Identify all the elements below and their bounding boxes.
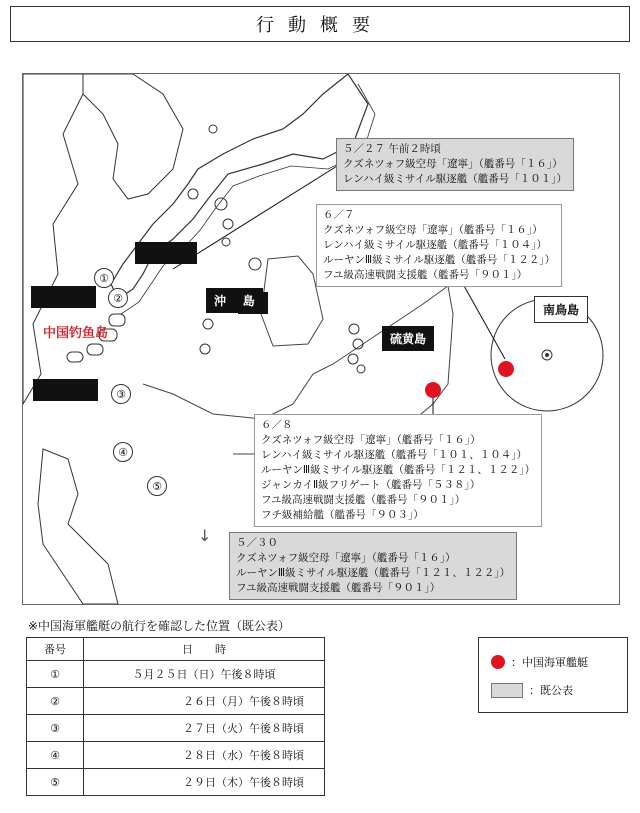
callout-0608-line-6: フユ級高速戦闘支援艦（艦番号「９０１」） bbox=[261, 494, 466, 506]
iwojima-islands bbox=[348, 324, 365, 373]
position-marker-4: ④ bbox=[113, 442, 133, 462]
position-marker-2: ② bbox=[108, 288, 128, 308]
legend-row-ship bbox=[491, 654, 588, 670]
okinotori-label-start: 沖 bbox=[214, 294, 227, 308]
row-no: ① bbox=[27, 661, 84, 688]
callout-0607-line-5: フユ級高速戦闘支援艦（艦番号「９０１」） bbox=[323, 269, 528, 281]
row-no: ③ bbox=[27, 715, 84, 742]
position-table bbox=[26, 637, 325, 796]
row-datetime: ２８日（水）午後８時頃 bbox=[84, 742, 325, 769]
iwojima-label: 硫黄島 bbox=[382, 326, 434, 351]
callout-0530-line-3: ルーヤンⅢ級ミサイル駆逐艦（艦番号「１２１、１２２」） bbox=[236, 567, 511, 579]
legend-row-published bbox=[491, 682, 573, 698]
row-datetime: ２７日（火）午後８時頃 bbox=[84, 715, 325, 742]
callout-0608-line-3: レンハイ級ミサイル駆逐艦（艦番号「１０１、１０４」） bbox=[261, 449, 528, 461]
row-no: ② bbox=[27, 688, 84, 715]
note-text: ※中国海軍艦艇の航行を確認した位置（既公表） bbox=[28, 619, 291, 633]
header-no: 番号 bbox=[27, 638, 84, 661]
table-row bbox=[27, 715, 325, 742]
row-datetime: ２９日（木）午後８時頃 bbox=[84, 769, 325, 796]
callout-0527-line-2: クズネツォフ級空母「遼寧」（艦番号「１６」） bbox=[343, 158, 563, 170]
page-title-text: 行動概要 bbox=[256, 15, 384, 36]
row-datetime: ２６日（月）午後８時頃 bbox=[84, 688, 325, 715]
okinotori-label-end: 島 bbox=[242, 294, 255, 308]
redaction-block-1 bbox=[135, 242, 197, 264]
legend bbox=[478, 637, 628, 713]
ship-marker-minamitorishima bbox=[498, 361, 514, 377]
okinotori-boundary bbox=[261, 256, 323, 346]
position-marker-5: ⑤ bbox=[147, 476, 167, 496]
position-marker-3: ③ bbox=[111, 384, 131, 404]
table-row bbox=[27, 769, 325, 796]
callout-0608-line-1: ６／８ bbox=[261, 419, 293, 431]
table-header-row bbox=[27, 638, 325, 661]
ship-marker-east-iwojima bbox=[425, 382, 441, 398]
callout-0527-line-3: レンハイ級ミサイル駆逐艦（艦番号「１０１」） bbox=[343, 173, 568, 185]
korean-peninsula-shape bbox=[83, 74, 183, 199]
legend-ship-label: ：中国海軍艦艇 bbox=[511, 656, 588, 669]
callout-0607-line-3: レンハイ級ミサイル駆逐艦（艦番号「１０４」） bbox=[323, 239, 548, 251]
callout-0527-line-1: ５／２７ 午前２時頃 bbox=[343, 143, 441, 155]
callout-0608-line-2: クズネツォフ級空母「遼寧」（艦番号「１６」） bbox=[261, 434, 481, 446]
table-row bbox=[27, 688, 325, 715]
okinotori-label bbox=[206, 288, 263, 313]
callout-0608-line-5: ジャンカイⅡ級フリゲート（艦番号「５３８」） bbox=[261, 479, 481, 491]
callout-0530-line-1: ５／３０ bbox=[236, 537, 278, 549]
row-no: ⑤ bbox=[27, 769, 84, 796]
callout-0607-line-2: クズネツォフ級空母「遼寧」（艦番号「１６」） bbox=[323, 224, 543, 236]
philippines-shape bbox=[38, 449, 118, 604]
izu-islands bbox=[200, 219, 261, 354]
position-marker-1: ① bbox=[94, 268, 114, 288]
redaction-block-2 bbox=[31, 286, 96, 308]
minamitorishima-label: 南鳥島 bbox=[534, 296, 588, 323]
arrow-down-icon: ↓ bbox=[198, 526, 212, 545]
table-row bbox=[27, 661, 325, 688]
callout-0608-line-7: フチ級補給艦（艦番号「９０３」） bbox=[261, 509, 424, 521]
row-datetime: ５月２５日（日）午後８時頃 bbox=[84, 661, 325, 688]
callout-0607-line-4: ルーヤンⅢ級ミサイル駆逐艦（艦番号「１２２」） bbox=[323, 254, 556, 266]
callout-0530 bbox=[229, 532, 517, 600]
callout-0530-line-2: クズネツォフ級空母「遼寧」（艦番号「１６」） bbox=[236, 552, 456, 564]
callout-0527 bbox=[336, 138, 574, 191]
china-coast-shape bbox=[23, 74, 83, 404]
row-no: ④ bbox=[27, 742, 84, 769]
callout-0608 bbox=[254, 414, 542, 527]
gray-box-icon bbox=[491, 683, 523, 698]
redaction-block-3 bbox=[33, 379, 98, 401]
diaoyu-label: 中国钓鱼岛 bbox=[43, 326, 109, 341]
red-dot-icon bbox=[491, 655, 505, 669]
legend-published-label: ：既公表 bbox=[529, 684, 573, 697]
callout-0607-line-1: ６／７ bbox=[323, 209, 355, 221]
header-datetime: 日 時 bbox=[84, 638, 325, 661]
callout-0607 bbox=[316, 204, 562, 287]
callout-0530-line-4: フユ級高速戦闘支援艦（艦番号「９０１」） bbox=[236, 582, 441, 594]
callout-0608-line-4: ルーヤンⅢ級ミサイル駆逐艦（艦番号「１２１、１２２」） bbox=[261, 464, 536, 476]
map bbox=[22, 73, 620, 605]
page-title bbox=[10, 6, 630, 42]
leader-line-67 bbox=[463, 284, 505, 359]
table-row bbox=[27, 742, 325, 769]
